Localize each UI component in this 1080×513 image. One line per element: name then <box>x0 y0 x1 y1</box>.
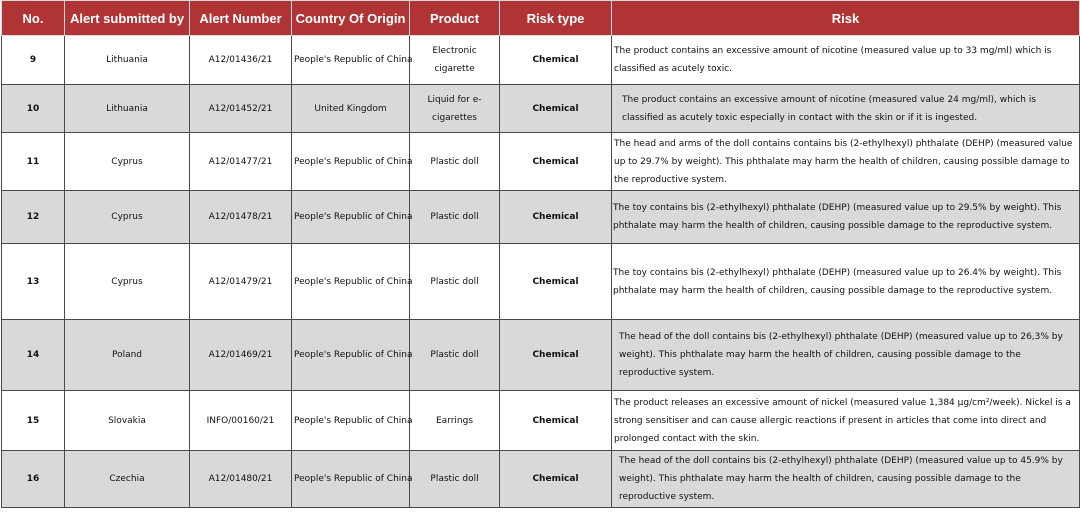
table-row <box>2 451 1080 508</box>
cell-submitted-by: Czechia <box>65 451 190 508</box>
cell-submitted-by: Cyprus <box>65 191 190 244</box>
cell-risk: The head and arms of the doll contains contains bis (2-ethylhexyl) phthalate (DEHP) (measured value up to 29.7% by weight). This phthalate may harm the health of children, causing possible damage to the reproductive system. <box>612 133 1080 191</box>
cell-alert-number: A12/01469/21 <box>190 320 292 391</box>
table-row <box>2 391 1080 451</box>
column-header-risk: Risk <box>612 1 1080 36</box>
column-header-product: Product <box>410 1 500 36</box>
cell-product: Plastic doll <box>410 451 500 508</box>
cell-submitted-by: Cyprus <box>65 133 190 191</box>
cell-product: Plastic doll <box>410 191 500 244</box>
cell-risk-type: Chemical <box>500 451 612 508</box>
cell-risk: The product contains an excessive amount of nicotine (measured value 24 mg/ml), which is classified as acutely toxic especially in contact with the skin or if it is ingested. <box>612 85 1080 133</box>
cell-alert-number: A12/01480/21 <box>190 451 292 508</box>
cell-no: 10 <box>2 85 65 133</box>
column-header-no: No. <box>2 1 65 36</box>
column-header-country: Country Of Origin <box>292 1 410 36</box>
cell-risk-type: Chemical <box>500 36 612 85</box>
cell-alert-number: INFO/00160/21 <box>190 391 292 451</box>
cell-product: Earrings <box>410 391 500 451</box>
cell-submitted-by: Slovakia <box>65 391 190 451</box>
cell-country: People's Republic of China <box>292 451 410 508</box>
cell-alert-number: A12/01478/21 <box>190 191 292 244</box>
cell-country: People's Republic of China <box>292 244 410 320</box>
table-row <box>2 191 1080 244</box>
table-row <box>2 85 1080 133</box>
cell-risk-type: Chemical <box>500 320 612 391</box>
cell-submitted-by: Cyprus <box>65 244 190 320</box>
cell-submitted-by: Poland <box>65 320 190 391</box>
cell-country: People's Republic of China <box>292 391 410 451</box>
cell-no: 13 <box>2 244 65 320</box>
cell-no: 14 <box>2 320 65 391</box>
cell-no: 9 <box>2 36 65 85</box>
cell-risk: The toy contains bis (2-ethylhexyl) phthalate (DEHP) (measured value up to 29.5% by weight). This phthalate may harm the health of children, causing possible damage to the reproductive system. <box>612 191 1080 244</box>
table-row <box>2 36 1080 85</box>
cell-risk: The head of the doll contains bis (2-ethylhexyl) phthalate (DEHP) (measured value up to 26,3% by weight). This phthalate may harm the health of children, causing possible damage to the reproductive system. <box>612 320 1080 391</box>
cell-product: Electronic cigarette <box>410 36 500 85</box>
table-row <box>2 133 1080 191</box>
cell-risk: The product contains an excessive amount of nicotine (measured value up to 33 mg/ml) which is classified as acutely toxic. <box>612 36 1080 85</box>
cell-risk: The toy contains bis (2-ethylhexyl) phthalate (DEHP) (measured value up to 26.4% by weight). This phthalate may harm the health of children, causing possible damage to the reproductive system. <box>612 244 1080 320</box>
column-header-alert-number: Alert Number <box>190 1 292 36</box>
cell-alert-number: A12/01436/21 <box>190 36 292 85</box>
cell-country: People's Republic of China <box>292 36 410 85</box>
cell-product: Liquid for e-cigarettes <box>410 85 500 133</box>
header-row <box>2 1 1080 36</box>
cell-no: 11 <box>2 133 65 191</box>
cell-risk: The product releases an excessive amount of nickel (measured value 1,384 µg/cm²/week). Nickel is a strong sensitiser and can cause allergic reactions if present in articles that come into direct and prolonged contact with the skin. <box>612 391 1080 451</box>
cell-product: Plastic doll <box>410 244 500 320</box>
cell-no: 12 <box>2 191 65 244</box>
cell-alert-number: A12/01479/21 <box>190 244 292 320</box>
column-header-submitted-by: Alert submitted by <box>65 1 190 36</box>
cell-risk-type: Chemical <box>500 244 612 320</box>
cell-submitted-by: Lithuania <box>65 36 190 85</box>
cell-submitted-by: Lithuania <box>65 85 190 133</box>
cell-product: Plastic doll <box>410 320 500 391</box>
cell-alert-number: A12/01452/21 <box>190 85 292 133</box>
table-row <box>2 320 1080 391</box>
cell-risk-type: Chemical <box>500 391 612 451</box>
cell-risk-type: Chemical <box>500 191 612 244</box>
cell-alert-number: A12/01477/21 <box>190 133 292 191</box>
alerts-table <box>1 0 1080 508</box>
cell-risk: The head of the doll contains bis (2-ethylhexyl) phthalate (DEHP) (measured value up to 45.9% by weight). This phthalate may harm the health of children, causing possible damage to the reproductive system. <box>612 451 1080 508</box>
table-row <box>2 244 1080 320</box>
cell-country: People's Republic of China <box>292 191 410 244</box>
cell-no: 15 <box>2 391 65 451</box>
cell-risk-type: Chemical <box>500 85 612 133</box>
cell-risk-type: Chemical <box>500 133 612 191</box>
cell-no: 16 <box>2 451 65 508</box>
column-header-risk-type: Risk type <box>500 1 612 36</box>
cell-country: People's Republic of China <box>292 320 410 391</box>
cell-product: Plastic doll <box>410 133 500 191</box>
cell-country: United Kingdom <box>292 85 410 133</box>
cell-country: People's Republic of China <box>292 133 410 191</box>
